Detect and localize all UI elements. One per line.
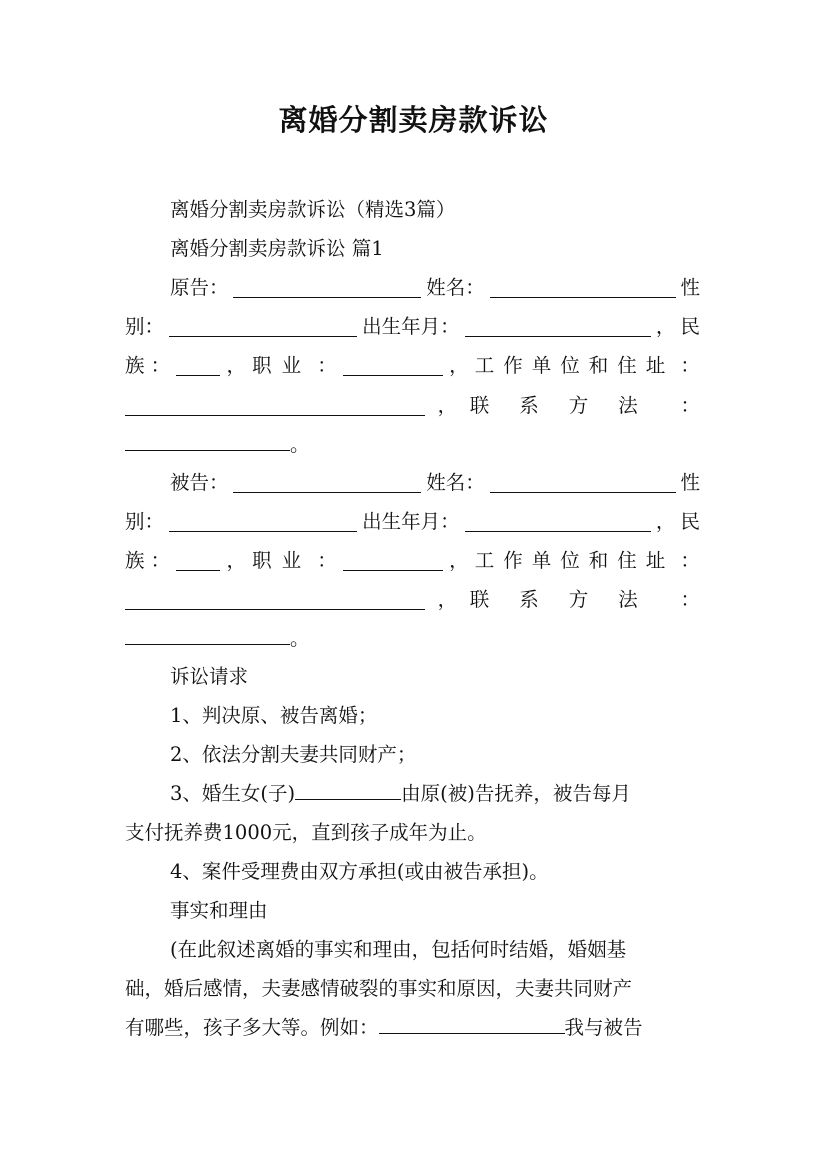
plaintiff-blank: [233, 278, 421, 298]
plaintiff-name-blank: [490, 278, 676, 298]
facts-heading: 事实和理由: [170, 899, 268, 922]
plaintiff-birth-blank: [465, 317, 651, 337]
plaintiff-address-blank: [125, 396, 425, 416]
defendant-line-3: 族 ： ， 职业 ： ， 工作单位和住址 ：: [125, 549, 700, 572]
defendant-blank: [233, 473, 421, 493]
defendant-address-blank: [125, 590, 425, 610]
defendant-line-1: 被告： 姓名： 性: [170, 471, 700, 494]
claim-3: 3、婚生女(子) 由原(被)告抚养，被告每月: [170, 782, 631, 805]
plaintiff-line-5: 。: [125, 431, 700, 459]
facts-line-1: (在此叙述离婚的事实和理由，包括何时结婚，婚姻基: [170, 938, 627, 961]
claim-1: 1、判决原、被告离婚；: [170, 704, 378, 727]
child-name-blank: [295, 780, 401, 800]
plaintiff-gender-blank: [169, 317, 357, 337]
facts-line-2: 础，婚后感情，夫妻感情破裂的事实和原因，夫妻共同财产: [125, 977, 633, 1000]
defendant-line-5: 。: [125, 625, 700, 653]
defendant-line-2: 别： 出生年月： ， 民: [125, 510, 700, 533]
plaintiff-contact-blank: [125, 431, 290, 451]
plaintiff-line-3: 族 ： ， 职业 ： ， 工作单位和住址 ：: [125, 354, 700, 377]
section-heading: 离婚分割卖房款诉讼 篇1: [170, 237, 384, 260]
subtitle: 离婚分割卖房款诉讼（精选3篇）: [170, 198, 456, 221]
claim-2: 2、依法分割夫妻共同财产；: [170, 743, 417, 766]
defendant-job-blank: [343, 551, 443, 571]
facts-line-3: 有哪些，孩子多大等。例如： 我与被告: [125, 1016, 643, 1039]
claim-4: 4、案件受理费由双方承担(或由被告承担)。: [170, 860, 549, 883]
claims-heading: 诉讼请求: [170, 665, 249, 688]
defendant-gender-blank: [169, 512, 357, 532]
plaintiff-job-blank: [343, 356, 443, 376]
plaintiff-ethnic-blank: [176, 356, 220, 376]
facts-example-blank: [379, 1014, 565, 1034]
claim-3-cont: 支付抚养费1000元，直到孩子成年为止。: [125, 821, 487, 844]
plaintiff-line-2: 别： 出生年月： ， 民: [125, 315, 700, 338]
defendant-line-4: ， 联系方法 ：: [125, 586, 700, 614]
document-title: 离婚分割卖房款诉讼: [278, 103, 549, 137]
defendant-birth-blank: [465, 512, 651, 532]
defendant-name-blank: [490, 473, 676, 493]
plaintiff-line-1: 原告： 姓名： 性: [170, 276, 700, 299]
plaintiff-line-4: ， 联系方法 ：: [125, 392, 700, 420]
defendant-contact-blank: [125, 625, 290, 645]
defendant-ethnic-blank: [176, 551, 220, 571]
